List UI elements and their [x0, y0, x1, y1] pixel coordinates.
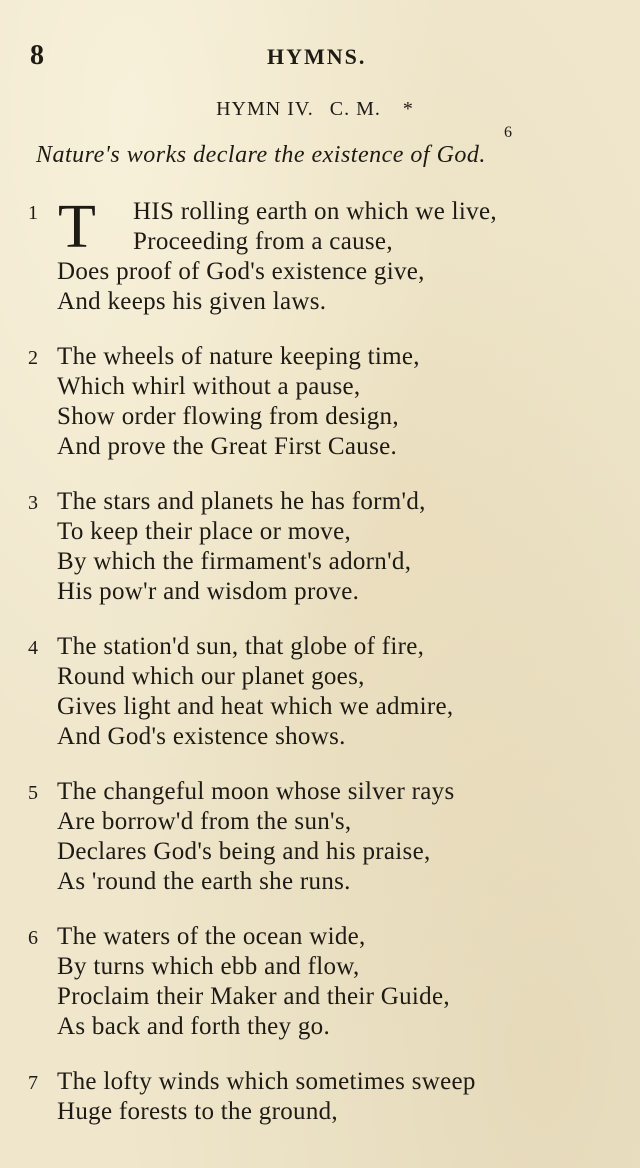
- verse-line: Are borrow'd from the sun's,: [57, 808, 352, 835]
- verse-line: And God's existence shows.: [57, 723, 346, 750]
- stray-mark: 6: [504, 124, 512, 141]
- verse-line: As 'round the earth she runs.: [57, 868, 351, 895]
- hymn-subtitle: Nature's works declare the existence of God.: [36, 142, 486, 168]
- verse-line: HIS rolling earth on which we live,: [133, 198, 497, 225]
- verse-line: And keeps his given laws.: [57, 288, 327, 315]
- verse-line: The stars and planets he has form'd,: [57, 488, 426, 515]
- verse-line: The lofty winds which sometimes sweep: [57, 1068, 476, 1095]
- stanza-5: [0, 778, 640, 923]
- verse-line: Proceeding from a cause,: [133, 228, 393, 255]
- stanza-number: 2: [28, 347, 38, 369]
- verse-line: Gives light and heat which we admire,: [57, 693, 454, 720]
- verse-line: Round which our planet goes,: [57, 663, 365, 690]
- stanza-number: 5: [28, 782, 38, 804]
- verse-line: His pow'r and wisdom prove.: [57, 578, 360, 605]
- verse-line: The station'd sun, that globe of fire,: [57, 633, 425, 660]
- verse-line: By turns which ebb and flow,: [57, 953, 360, 980]
- stanza-3: [0, 488, 640, 633]
- hymn-marker: *: [402, 98, 414, 120]
- verse-line: Proclaim their Maker and their Guide,: [57, 983, 450, 1010]
- stanza-2: [0, 343, 640, 488]
- verse-line: Huge forests to the ground,: [57, 1098, 338, 1125]
- hymn-meter: C. M.: [329, 98, 381, 120]
- drop-cap: T: [58, 193, 96, 261]
- page-header: [0, 40, 640, 80]
- verse-line: The changeful moon whose silver rays: [57, 778, 455, 805]
- verse-line: To keep their place or move,: [57, 518, 352, 545]
- hymn-title: [0, 98, 640, 121]
- stanza-4: [0, 633, 640, 778]
- verse-line: The wheels of nature keeping time,: [57, 343, 420, 370]
- verse-line: Show order flowing from design,: [57, 403, 399, 430]
- stanza-list: [0, 193, 640, 1148]
- stanza-6: [0, 923, 640, 1068]
- hymn-number: HYMN IV.: [216, 98, 314, 120]
- stanza-number: 3: [28, 492, 38, 514]
- running-head: HYMNS.: [267, 44, 367, 69]
- stanza-1: [0, 193, 640, 343]
- verse-line: And prove the Great First Cause.: [57, 433, 398, 460]
- stanza-number: 4: [28, 637, 38, 659]
- verse-line: By which the firmament's adorn'd,: [57, 548, 412, 575]
- stanza-7: [0, 1068, 640, 1148]
- verse-line: As back and forth they go.: [57, 1013, 331, 1040]
- stanza-number: 1: [28, 202, 38, 224]
- stanza-number: 6: [28, 927, 38, 949]
- verse-line: Does proof of God's existence give,: [57, 258, 425, 285]
- verse-line: Declares God's being and his praise,: [57, 838, 431, 865]
- verse-line: Which whirl without a pause,: [57, 373, 361, 400]
- stanza-number: 7: [28, 1072, 38, 1094]
- verse-line: The waters of the ocean wide,: [57, 923, 366, 950]
- page-number: 8: [30, 40, 44, 71]
